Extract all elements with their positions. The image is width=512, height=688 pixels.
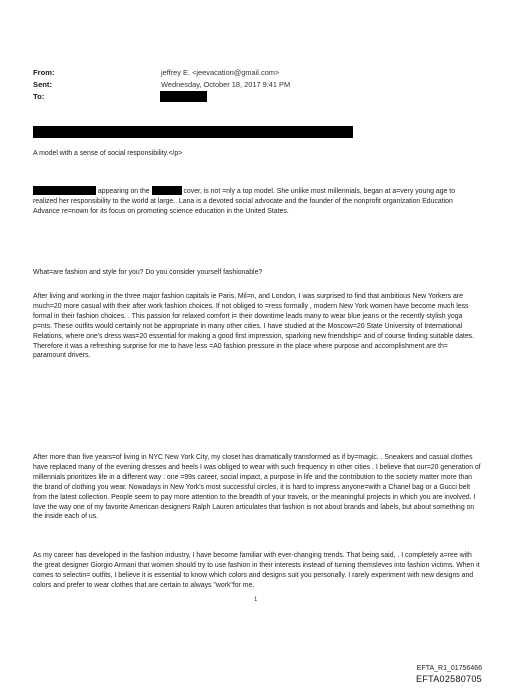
sent-value: Wednesday, October 18, 2017 9:41 PM bbox=[161, 80, 291, 89]
paragraph-intro-part-a: appearing on the bbox=[96, 188, 152, 195]
subject-redaction bbox=[33, 126, 353, 138]
footer-code-2: EFTA02580705 bbox=[416, 674, 482, 684]
paragraph-career: As my career has developed in the fashion industry, I have become familiar with ever-changing trends. That being said, . I completely a=ree with the great designer Giorgio Armani that women should try to use fashion in their interests instead of turning themsleves into fashion victims. When it comes to selectin= outfits, I believe it is essential to know which colors and designs suit you personally. I rarely experiment with new designs and colors and prefer to wear clothes that are certain to always "work"for me. bbox=[33, 552, 480, 589]
paragraph-intro-part-b: cover, is not =nly a top model. She unlike most millennials, began at a=very young age to realized her responsibility to the world at large.. Lana is a devoted social advocate and the founder of the nonprofit organization Education Advance re=nown for its focus on promoting science education in the United States. bbox=[33, 188, 456, 215]
from-value: jeffrey E. <jeevacation@gmail.com> bbox=[161, 68, 280, 77]
footer-code-1: EFTA_R1_01756466 bbox=[416, 665, 482, 672]
paragraph-intro bbox=[33, 186, 481, 217]
paragraph-fashion-capitals: After living and working in the three major fashion capitals ie Paris, Mil=n, and London, I was surprised to find that ambitious New Yorkers are much=20 more casual with their after work fashion choices. If not obliged to =ress formally , modern New York women have become much less formal in their fashion choices. . This passion for relaxed comfort i= their downtime leads many to wear blue jeans or the recently stylish yoga p=nts. These outfits would certainly not be appropriate in many other cities. I have studied at the Moscow=20 State University of International Relations, where one's dress was=20 essential for making a good first impression, sparking new friendship= and of course finding suitable dates. Therefore it was a refreshing surprise for me to have less =A0 fashion pressure in the place where purpose and accomplishment are th= paramount drivers. bbox=[33, 293, 475, 360]
sent-label: Sent: bbox=[33, 80, 52, 89]
paragraph-nyc-closet: After more than five years=of living in NYC New York City, my closet has dramatically transformed as if by=magic. . Sneakers and casual clothes have replaced many of the evening dresses and heels I was obliged to wear with such frequency in other cities . I believe that our=20 generation of millennials prioritizes life in a different way : one =99s career, social impact, a purpose in life and the contribution to the society matter more than the brand of clothing you wear. Nowadays in New York's most successful circles, it is hard to impress anyone=with a Chanel bag or a Gucci belt from the latest collection. People seem to pay more attention to the breadth of your travels, or the meaningful projects in which you are involved. I love the way one of my favorite American designers Ralph Lauren articulates that fashion is not about brands and labels, but about something on the inside each of us. bbox=[33, 454, 481, 521]
magazine-redaction bbox=[152, 186, 182, 195]
to-label: To: bbox=[33, 92, 45, 101]
from-label: From: bbox=[33, 68, 55, 77]
to-redaction bbox=[160, 91, 207, 102]
question-line: What=are fashion and style for you? Do you consider yourself fashionable? bbox=[33, 269, 263, 276]
page-number: 1 bbox=[254, 597, 258, 603]
subject-line: A model with a sense of social responsibility.</p> bbox=[33, 150, 183, 157]
name-redaction bbox=[33, 186, 96, 195]
